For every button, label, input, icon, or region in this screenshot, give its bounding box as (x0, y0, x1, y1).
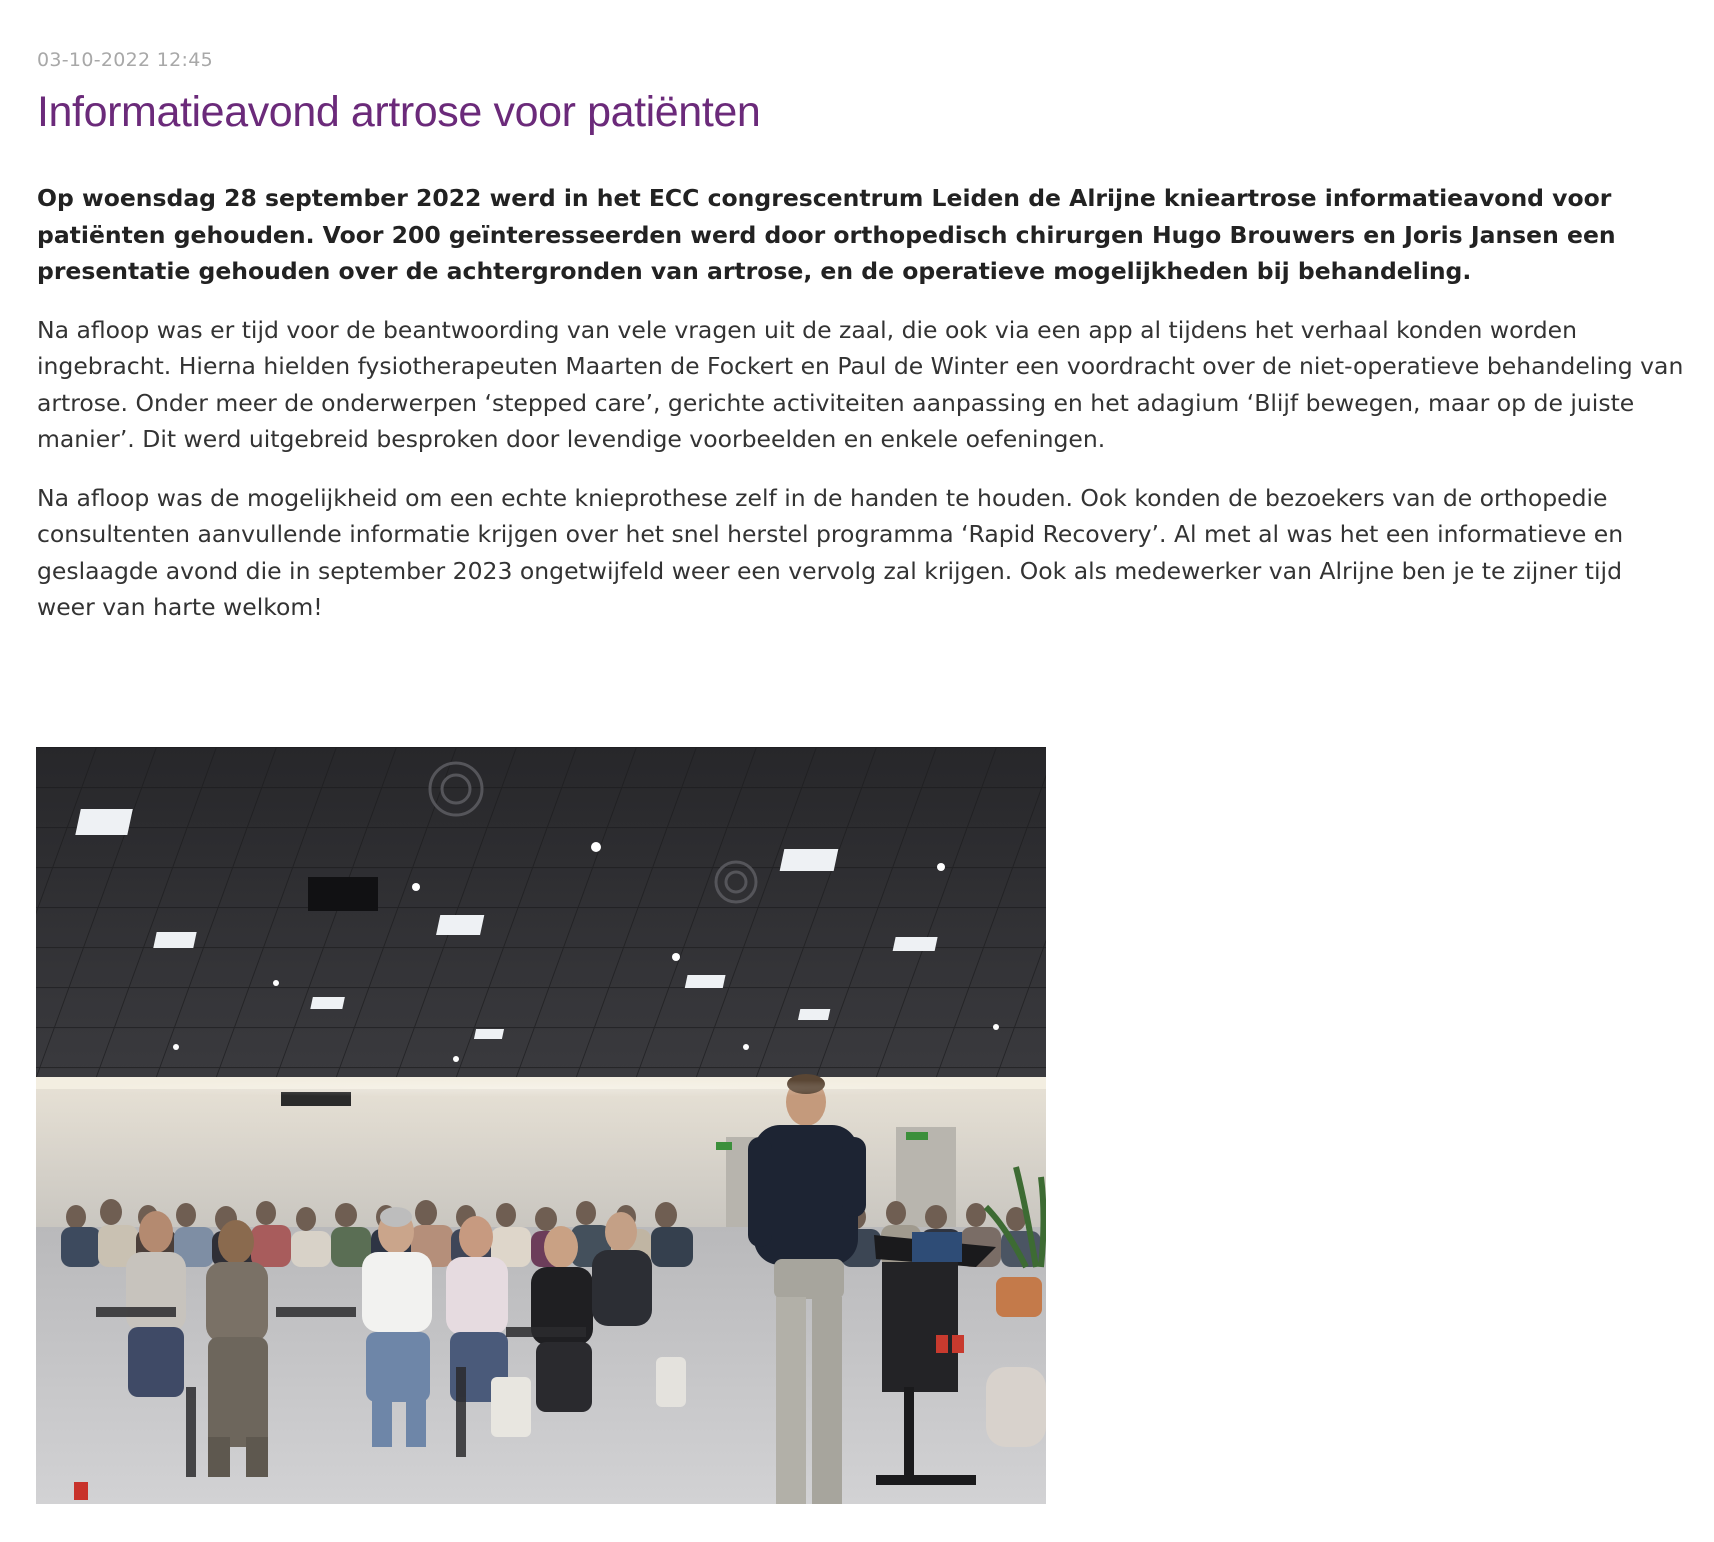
publish-date: 03-10-2022 12:45 (37, 49, 214, 71)
article-photo (36, 747, 1046, 1504)
article-paragraph-1: Na afloop was er tijd voor de beantwoording van vele vragen uit de zaal, die ook via een app al tijdens het verhaal konden worden ingebracht. Hierna hielden fysiotherapeuten Maarten de Fockert en Paul de Winter een voordracht over de niet-operatieve behandeling van artrose. Onder meer de onderwerpen ‘stepped care’, gerichte activiteiten aanpassing en het adagium ‘Blijf bewegen, maar op de juiste manier’. Dit werd uitgebreid besproken door levendige voorbeelden en enkele oefeningen. (37, 315, 1684, 453)
article-intro: Op woensdag 28 september 2022 werd in het ECC congrescentrum Leiden de Alrijne knieartrose informatieavond voor patiënten gehouden. Voor 200 geïnteresseerden werd door orthopedisch chirurgen Hugo Brouwers en Joris Jansen een presentatie gehouden over de achtergronden van artrose, en de operatieve mogelijkheden bij behandeling. (37, 184, 1616, 285)
article (37, 46, 1687, 626)
article-paragraph-2: Na afloop was de mogelijkheid om een echte knieprothese zelf in de handen te houden. Ook konden de bezoekers van de orthopedie consultenten aanvullende informatie krijgen over het snel herstel programma ‘Rapid Recovery’. Al met al was het een informatieve en geslaagde avond die in september 2023 ongetwijfeld weer een vervolg zal krijgen. Ook als medewerker van Alrijne ben je te zijner tijd weer van harte welkom! (37, 483, 1624, 621)
conference-hall-photo (36, 747, 1046, 1504)
article-title: Informatieavond artrose voor patiënten (37, 88, 761, 136)
